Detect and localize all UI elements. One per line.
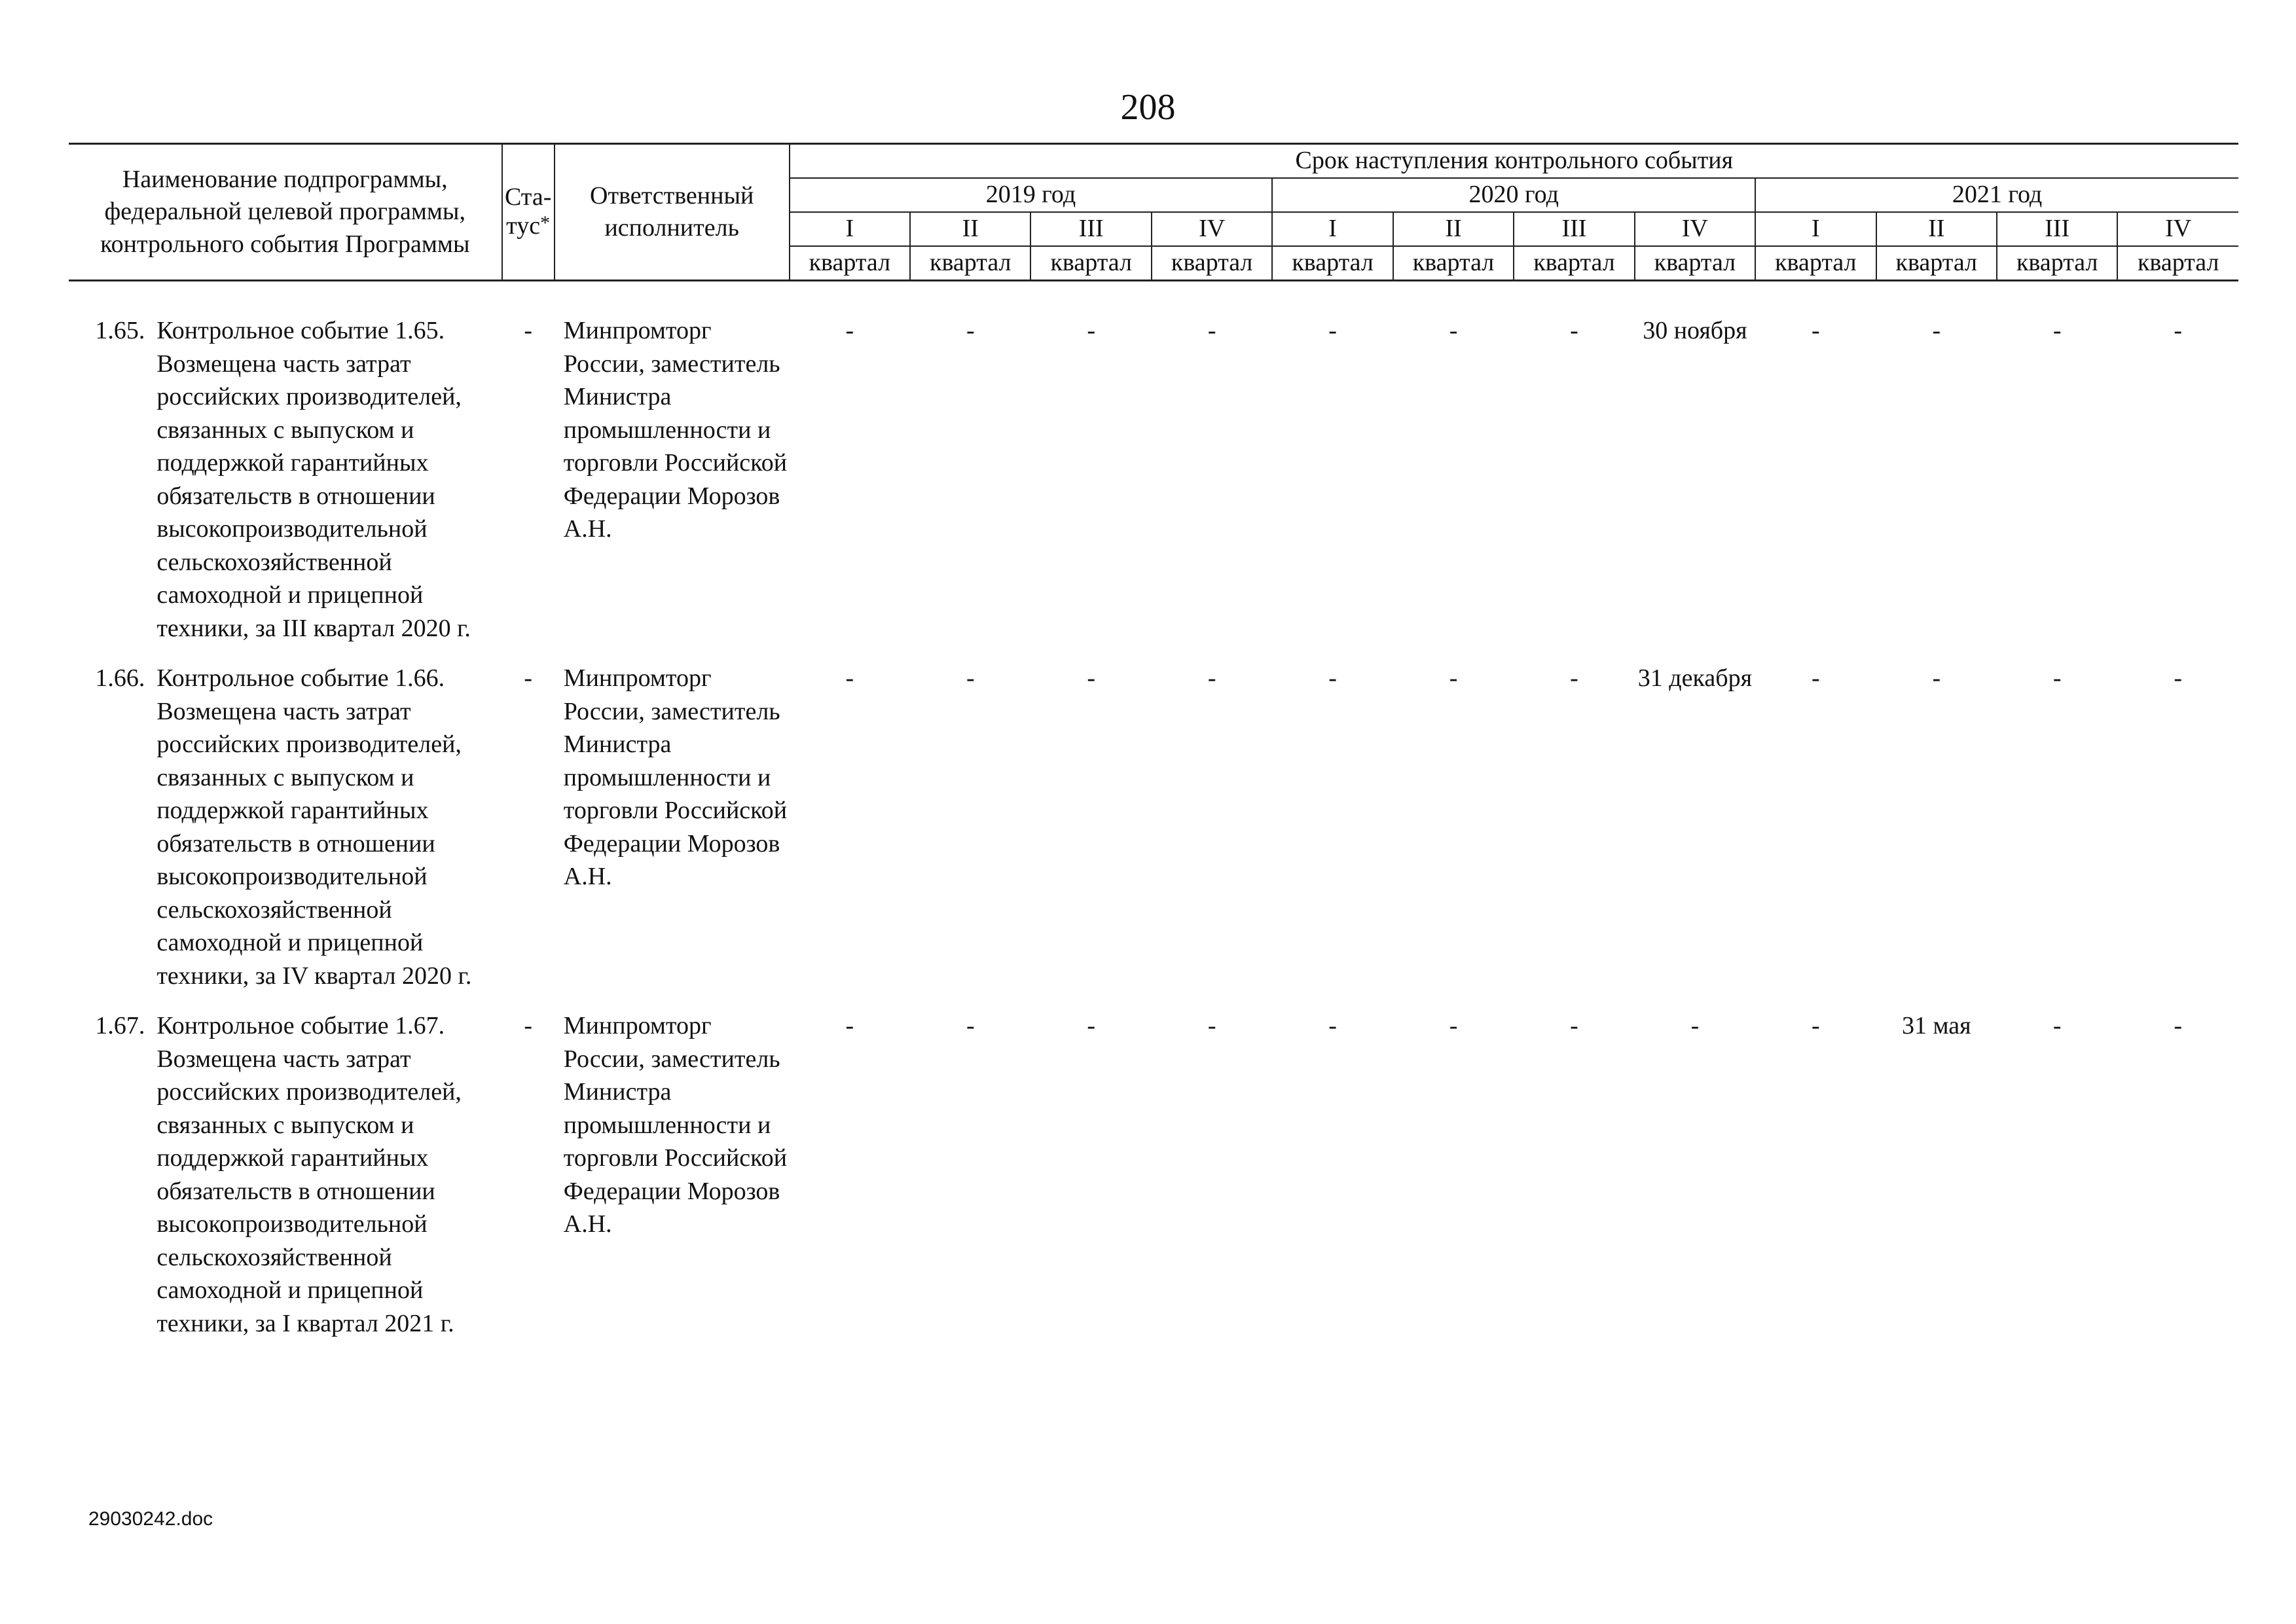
row-quarter-cell: - (1932, 664, 1941, 692)
header-quarter-word: квартал (1514, 246, 1634, 281)
page-number: 208 (1120, 87, 1176, 128)
header-quarter-word: квартал (1635, 246, 1755, 281)
header-quarter-word: квартал (1876, 246, 1997, 281)
header-quarter-word: квартал (2117, 246, 2238, 281)
table-row (69, 1009, 2238, 1357)
header-quarter-numeral: IV (1635, 212, 1755, 246)
row-quarter-cell: - (1812, 317, 1820, 344)
status-footnote-marker: * (540, 212, 551, 234)
row-quarter-cell: - (1690, 1012, 1700, 1039)
row-description: Контрольное событие 1.67. Возмещена часть затрат российских производителей, связанных с выпуском и поддержкой гарантийных обязательств в отношении высокопроизводительной сельскохозяйственной самоходной и прицепной техники, за I квартал 2021 г. (156, 1012, 462, 1337)
row-quarter-cell: - (1328, 664, 1337, 692)
row-quarter-cell: - (2174, 317, 2183, 344)
header-quarter-numeral: III (1514, 212, 1634, 246)
row-status: - (524, 1012, 533, 1039)
row-quarter-cell: - (1087, 317, 1096, 344)
header-quarter-numeral: I (1272, 212, 1393, 246)
header-status-line2: тус (506, 212, 541, 240)
header-status-line1: Ста- (504, 183, 552, 211)
header-year-2019: 2019 год (790, 178, 1273, 212)
row-quarter-cell: - (1207, 317, 1216, 344)
header-year-2020: 2020 год (1272, 178, 1755, 212)
header-quarter-numeral: IV (2117, 212, 2238, 246)
row-responsible: Минпромторг России, заместитель Министра промышленности и торговли Российской Федерации Морозов А.Н. (563, 664, 788, 890)
row-quarter-cell: - (2052, 664, 2062, 692)
header-quarter-numeral: II (1876, 212, 1997, 246)
row-quarter-cell: - (2052, 1012, 2062, 1039)
row-quarter-cell: - (1812, 1012, 1820, 1039)
row-responsible: Минпромторг России, заместитель Министра промышленности и торговли Российской Федерации Морозов А.Н. (563, 317, 788, 543)
header-quarter-word: квартал (1272, 246, 1393, 281)
header-quarter-word: квартал (910, 246, 1030, 281)
row-quarter-cell: - (1570, 664, 1578, 692)
row-quarter-cell: - (1207, 664, 1216, 692)
row-quarter-cell: - (1449, 664, 1458, 692)
row-quarter-cell: - (966, 317, 975, 344)
table-header (69, 143, 2238, 281)
header-quarter-numeral: I (790, 212, 910, 246)
row-quarter-cell: - (845, 1012, 854, 1039)
header-quarter-word: квартал (790, 246, 910, 281)
row-quarter-cell: - (1570, 317, 1578, 344)
header-quarter-numeral: III (1030, 212, 1151, 246)
header-quarter-numeral: III (1997, 212, 2117, 246)
header-responsible-column: Ответственный исполнитель (555, 144, 790, 281)
row-quarter-cell: - (845, 317, 854, 344)
row-quarter-cell: - (966, 1012, 975, 1039)
row-quarter-cell: - (1328, 317, 1337, 344)
events-table (69, 314, 2238, 1357)
row-quarter-cell: - (1449, 1012, 1458, 1039)
row-number: 1.66. (95, 664, 145, 692)
row-quarter-cell: 30 ноября (1643, 317, 1747, 344)
row-quarter-cell: - (1812, 664, 1820, 692)
row-quarter-cell: - (2174, 1012, 2183, 1039)
table-row (69, 662, 2238, 1009)
row-quarter-cell: - (1087, 664, 1096, 692)
row-number: 1.67. (95, 1012, 145, 1039)
row-quarter-cell: - (1449, 317, 1458, 344)
document-id: 29030242.doc (88, 1508, 213, 1530)
row-number: 1.65. (95, 317, 145, 344)
row-responsible: Минпромторг России, заместитель Министра промышленности и торговли Российской Федерации Морозов А.Н. (563, 1012, 788, 1238)
header-quarter-word: квартал (1030, 246, 1151, 281)
row-status: - (524, 317, 533, 344)
row-description: Контрольное событие 1.66. Возмещена часть затрат российских производителей, связанных с выпуском и поддержкой гарантийных обязательств в отношении высокопроизводительной сельскохозяйственной самоходной и прицепной техники, за IV квартал 2020 г. (156, 664, 472, 990)
row-quarter-cell: - (845, 664, 854, 692)
row-quarter-cell: - (1207, 1012, 1216, 1039)
row-quarter-cell: - (1570, 1012, 1578, 1039)
table-row (69, 314, 2238, 662)
row-quarter-cell: - (966, 664, 975, 692)
row-quarter-cell: 31 мая (1901, 1012, 1971, 1039)
header-quarter-word: квартал (1393, 246, 1514, 281)
header-quarter-word: квартал (1997, 246, 2117, 281)
row-quarter-cell: 31 декабря (1637, 664, 1753, 692)
header-quarter-word: квартал (1755, 246, 1876, 281)
header-quarter-numeral: II (910, 212, 1030, 246)
row-quarter-cell: - (1932, 317, 1941, 344)
header-quarter-numeral: IV (1152, 212, 1272, 246)
header-quarter-numeral: II (1393, 212, 1514, 246)
row-quarter-cell: - (2174, 664, 2183, 692)
row-quarter-cell: - (2052, 317, 2062, 344)
row-quarter-cell: - (1328, 1012, 1337, 1039)
header-status-column (502, 144, 555, 281)
header-quarter-word: квартал (1152, 246, 1272, 281)
header-deadline-title: Срок наступления контрольного события (790, 144, 2238, 179)
header-name-column: Наименование подпрограммы, федеральной целевой программы, контрольного события Программы (69, 144, 502, 281)
row-quarter-cell: - (1087, 1012, 1096, 1039)
row-description: Контрольное событие 1.65. Возмещена часть затрат российских производителей, связанных с выпуском и поддержкой гарантийных обязательств в отношении высокопроизводительной сельскохозяйственной самоходной и прицепной техники, за III квартал 2020 г. (156, 317, 471, 642)
header-quarter-numeral: I (1755, 212, 1876, 246)
header-year-2021: 2021 год (1755, 178, 2238, 212)
row-status: - (524, 664, 533, 692)
